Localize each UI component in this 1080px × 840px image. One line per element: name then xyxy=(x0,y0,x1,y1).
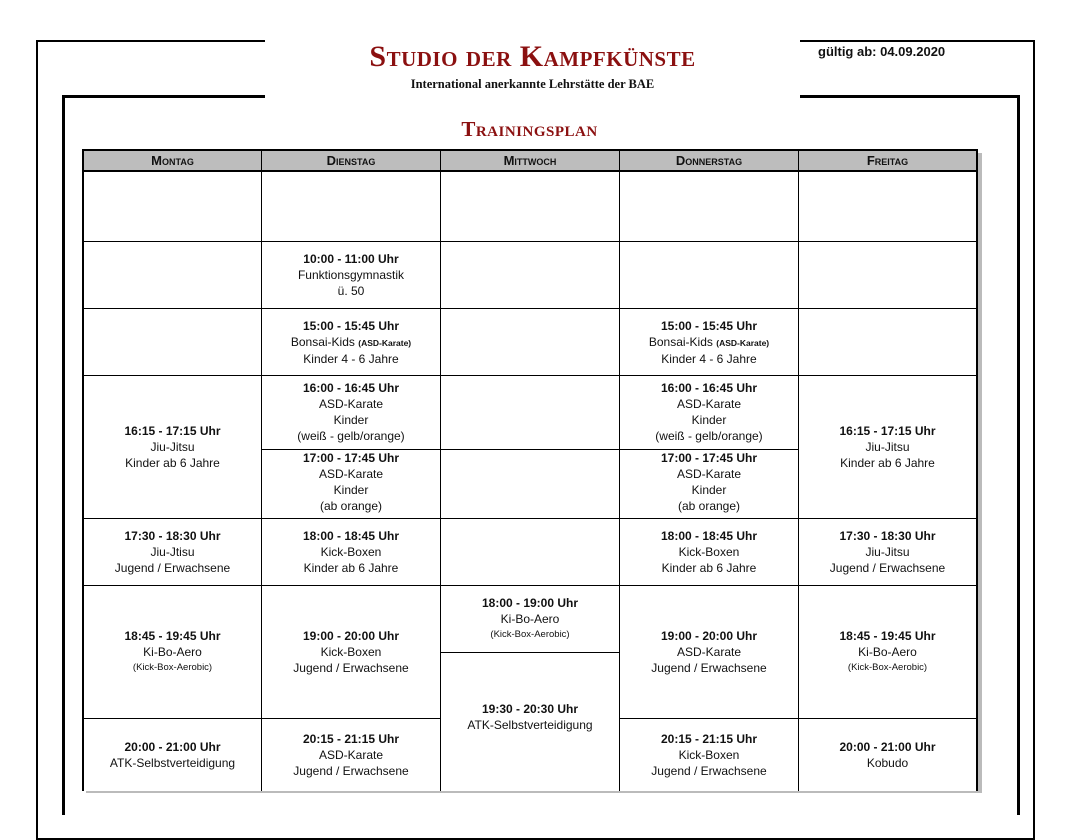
class-group: Jugend / Erwachsene xyxy=(651,661,767,675)
studio-subtitle: International anerkannte Lehrstätte der BAE xyxy=(410,77,655,91)
class-time: 20:15 - 21:15 Uhr xyxy=(660,732,758,746)
class-name-line xyxy=(291,334,411,351)
class-cell xyxy=(262,376,441,450)
class-name: Bonsai-Kids xyxy=(648,334,713,349)
class-group: Kinder ab 6 Jahre xyxy=(661,561,757,575)
empty-cell xyxy=(84,242,262,309)
class-note: (Kick-Box-Aerobic) xyxy=(132,662,213,673)
class-name: Ki-Bo-Aero xyxy=(500,612,560,626)
class-group: Jugend / Erwachsene xyxy=(293,764,409,778)
class-level: (ab orange) xyxy=(319,499,383,513)
class-cell xyxy=(620,450,799,519)
class-name-line xyxy=(649,334,769,351)
plan-title: Trainingsplan xyxy=(461,117,598,141)
empty-cell xyxy=(441,376,620,450)
class-cell xyxy=(620,719,799,791)
empty-cell xyxy=(620,172,799,242)
class-name: Funktionsgymnastik xyxy=(297,268,405,282)
class-group: Kinder ab 6 Jahre xyxy=(303,561,399,575)
header-dienstag: Dienstag xyxy=(262,151,441,172)
empty-cell xyxy=(441,450,620,519)
class-group: ü. 50 xyxy=(337,284,365,298)
empty-cell xyxy=(84,309,262,376)
class-group: Kinder 4 - 6 Jahre xyxy=(303,351,399,366)
class-time: 16:15 - 17:15 Uhr xyxy=(839,424,936,438)
empty-cell xyxy=(799,172,976,242)
empty-cell xyxy=(262,172,441,242)
class-level: (weiß - gelb/orange) xyxy=(655,429,763,443)
class-cell xyxy=(620,519,799,586)
empty-cell xyxy=(84,172,262,242)
class-time: 20:15 - 21:15 Uhr xyxy=(302,732,400,746)
class-cell xyxy=(799,586,976,719)
class-name: Kick-Boxen xyxy=(320,645,382,659)
class-name: ASD-Karate xyxy=(318,748,384,762)
class-time: 18:00 - 18:45 Uhr xyxy=(660,529,758,543)
empty-cell xyxy=(441,172,620,242)
class-time: 15:00 - 15:45 Uhr xyxy=(302,318,400,333)
class-group: Kinder ab 6 Jahre xyxy=(840,456,935,470)
class-level: (weiß - gelb/orange) xyxy=(297,429,405,443)
class-time: 17:00 - 17:45 Uhr xyxy=(302,451,400,465)
class-name: ATK-Selbstverteidigung xyxy=(467,718,593,732)
class-name: ATK-Selbstverteidigung xyxy=(109,756,236,770)
class-time: 17:30 - 18:30 Uhr xyxy=(839,529,936,543)
class-level: (ab orange) xyxy=(677,499,741,513)
class-time: 16:00 - 16:45 Uhr xyxy=(660,381,758,395)
class-time: 20:00 - 21:00 Uhr xyxy=(839,740,936,754)
class-cell xyxy=(262,586,441,719)
empty-cell xyxy=(441,309,620,376)
class-name: Ki-Bo-Aero xyxy=(143,645,202,659)
class-time: 15:00 - 15:45 Uhr xyxy=(660,318,758,333)
class-group: Kinder xyxy=(691,483,727,497)
class-time: 17:00 - 17:45 Uhr xyxy=(660,451,758,465)
empty-cell xyxy=(799,242,976,309)
class-time: 19:00 - 20:00 Uhr xyxy=(660,629,758,643)
class-name: ASD-Karate xyxy=(676,467,742,481)
class-name: Jiu-Jtisu xyxy=(150,545,195,559)
class-cell xyxy=(84,376,262,519)
class-time: 19:00 - 20:00 Uhr xyxy=(302,629,400,643)
valid-date: gültig ab: 04.09.2020 xyxy=(818,44,946,59)
class-cell xyxy=(799,519,976,586)
class-cell xyxy=(262,309,441,376)
empty-cell xyxy=(441,519,620,586)
class-name: Jiu-Jitsu xyxy=(865,545,910,559)
class-name: Kick-Boxen xyxy=(678,748,740,762)
class-name: ASD-Karate xyxy=(676,397,742,411)
header-donnerstag: Donnerstag xyxy=(620,151,799,172)
class-cell xyxy=(84,586,262,719)
empty-cell xyxy=(620,242,799,309)
empty-cell xyxy=(441,242,620,309)
class-name: Kobudo xyxy=(866,756,909,770)
class-cell xyxy=(799,719,976,791)
empty-cell xyxy=(799,309,976,376)
class-style: (ASD-Karate) xyxy=(358,337,412,348)
class-time: 10:00 - 11:00 Uhr xyxy=(303,252,399,266)
header-freitag: Freitag xyxy=(799,151,976,172)
class-name: Kick-Boxen xyxy=(678,545,740,559)
class-group: Jugend / Erwachsene xyxy=(829,561,946,575)
class-time: 18:45 - 19:45 Uhr xyxy=(124,629,221,643)
class-name: ASD-Karate xyxy=(676,645,742,659)
class-time: 17:30 - 18:30 Uhr xyxy=(124,529,221,543)
class-cell xyxy=(84,719,262,791)
class-cell xyxy=(441,653,620,791)
class-cell xyxy=(620,376,799,450)
class-cell xyxy=(262,450,441,519)
class-group: Kinder xyxy=(333,483,369,497)
class-group: Kinder xyxy=(333,413,369,427)
class-name: Kick-Boxen xyxy=(320,545,382,559)
class-style: (ASD-Karate) xyxy=(716,337,770,348)
class-cell xyxy=(620,586,799,719)
class-cell xyxy=(799,376,976,519)
class-note: (Kick-Box-Aerobic) xyxy=(490,629,570,640)
class-name: Ki-Bo-Aero xyxy=(858,645,917,659)
class-name: Jiu-Jitsu xyxy=(865,440,910,454)
class-cell xyxy=(262,242,441,309)
class-name: ASD-Karate xyxy=(318,397,384,411)
header-mittwoch: Mittwoch xyxy=(441,151,620,172)
class-group: Kinder 4 - 6 Jahre xyxy=(661,351,757,366)
class-group: Jugend / Erwachsene xyxy=(651,764,767,778)
class-group: Jugend / Erwachsene xyxy=(293,661,409,675)
class-name: Bonsai-Kids xyxy=(290,334,355,349)
class-time: 20:00 - 21:00 Uhr xyxy=(124,740,221,754)
class-cell xyxy=(262,519,441,586)
studio-title: Studio der Kampfkünste xyxy=(369,40,696,73)
class-time: 16:00 - 16:45 Uhr xyxy=(302,381,400,395)
class-group: Kinder ab 6 Jahre xyxy=(125,456,220,470)
class-time: 18:45 - 19:45 Uhr xyxy=(839,629,936,643)
schedule-table xyxy=(82,149,978,791)
class-time: 16:15 - 17:15 Uhr xyxy=(124,424,221,438)
class-time: 19:30 - 20:30 Uhr xyxy=(481,702,579,716)
class-name: ASD-Karate xyxy=(318,467,384,481)
class-cell xyxy=(262,719,441,791)
class-cell xyxy=(441,586,620,653)
class-note: (Kick-Box-Aerobic) xyxy=(847,662,928,673)
class-time: 18:00 - 19:00 Uhr xyxy=(481,596,579,610)
class-name: Jiu-Jitsu xyxy=(150,440,195,454)
header-montag: Montag xyxy=(84,151,262,172)
class-time: 18:00 - 18:45 Uhr xyxy=(302,529,400,543)
class-cell xyxy=(620,309,799,376)
class-group: Jugend / Erwachsene xyxy=(114,561,231,575)
class-cell xyxy=(84,519,262,586)
class-group: Kinder xyxy=(691,413,727,427)
